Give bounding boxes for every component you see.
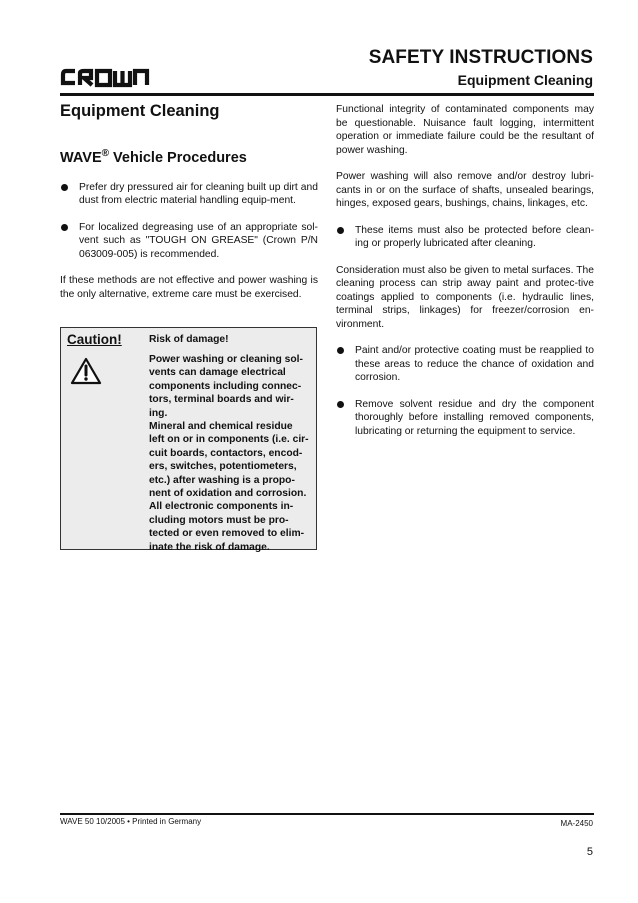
list-item-text: For localized degreasing use of an appropriate sol-vent such as "TOUGH ON GREASE" (Crown P/N 063009-005) is recommended.	[79, 221, 318, 260]
paragraph: Functional integrity of contaminated components may be questionable. Nuisance fault logging, intermittent operation or immediate failure could be the resultant of power washing.	[336, 104, 594, 156]
list-item	[336, 398, 594, 439]
caution-line: All electronic components in-	[149, 501, 294, 513]
page-number: 5	[586, 846, 593, 858]
list-item	[336, 344, 594, 385]
subsection-title-rest: Vehicle Procedures	[109, 149, 247, 166]
list-item	[60, 221, 318, 262]
bullet-icon	[61, 184, 68, 191]
caution-line: etc.) after washing is a propo-	[149, 474, 295, 486]
caution-line: cuit boards, contactors, encod-	[149, 447, 303, 459]
caution-label: Caution!	[67, 332, 122, 347]
subsection-title-main: WAVE	[60, 149, 102, 166]
bullet-icon	[61, 224, 68, 231]
caution-line: ers, switches, potentiometers,	[149, 461, 297, 473]
caution-line: vents can damage electrical	[149, 367, 286, 379]
header-rule	[60, 93, 594, 96]
footer-rule	[60, 813, 594, 815]
crown-logo	[60, 66, 150, 88]
bullet-icon	[337, 401, 344, 408]
paragraph: If these methods are not effective and power washing is the only alternative, extreme care must be exercised.	[60, 275, 318, 300]
caution-line: nent of oxidation and corrosion.	[149, 488, 307, 500]
warning-triangle-icon	[70, 357, 102, 385]
caution-line: ing.	[149, 407, 168, 419]
caution-line: Mineral and chemical residue	[149, 421, 293, 433]
caution-line: cluding motors must be pro-	[149, 514, 289, 526]
caution-line: Power washing or cleaning sol-	[149, 354, 303, 365]
caution-line: tors, terminal boards and wir-	[149, 394, 294, 406]
bullet-icon	[337, 347, 344, 354]
footer-left: WAVE 50 10/2005 • Printed in Germany	[60, 817, 202, 826]
caution-body	[149, 353, 311, 554]
list-item-text: These items must also be protected before clean-ing or properly lubricated after cleaning.	[355, 224, 594, 249]
list-item-text: Paint and/or protective coating must be reapplied to these areas to reduce the chance of oxidation and corrosion.	[355, 345, 594, 383]
paragraph: Consideration must also be given to metal surfaces. The cleaning process can strip away paint and protec-tive coatings applied to components (i.e. hydraulic lines, terminal strips, linkages) for freezer/corrosion en-vironment.	[336, 264, 594, 330]
list-item-text: Prefer dry pressured air for cleaning built up dirt and dust from electric material handling equip-ment.	[79, 181, 318, 207]
bullet-icon	[337, 227, 344, 234]
registered-mark: ®	[101, 148, 109, 159]
page-title: SAFETY INSTRUCTIONS	[368, 47, 593, 68]
left-column	[60, 101, 318, 301]
document-number: MA-2450	[560, 819, 593, 828]
right-column	[336, 103, 594, 438]
subsection-title	[60, 145, 318, 167]
list-item	[336, 224, 594, 251]
section-title: Equipment Cleaning	[60, 102, 220, 120]
paragraph: Power washing will also remove and/or destroy lubri-cants in or on the surface of shafts, unsealed bearings, hinges, exposed gears, bushings, chains, linkages, etc.	[336, 171, 594, 209]
caution-box	[60, 327, 317, 553]
caution-line: left on or in components (i.e. cir-	[149, 434, 309, 446]
caution-line: inate the risk of damage.	[149, 541, 270, 553]
caution-risk: Risk of damage!	[149, 334, 229, 345]
page-subtitle: Equipment Cleaning	[457, 72, 593, 88]
list-item	[60, 181, 318, 208]
caution-line: components including connec-	[149, 380, 302, 392]
list-item-text: Remove solvent residue and dry the component thoroughly before installing removed components, lubricating or returning the equipment to service.	[355, 398, 594, 437]
caution-line: tected or even removed to elim-	[149, 528, 305, 540]
